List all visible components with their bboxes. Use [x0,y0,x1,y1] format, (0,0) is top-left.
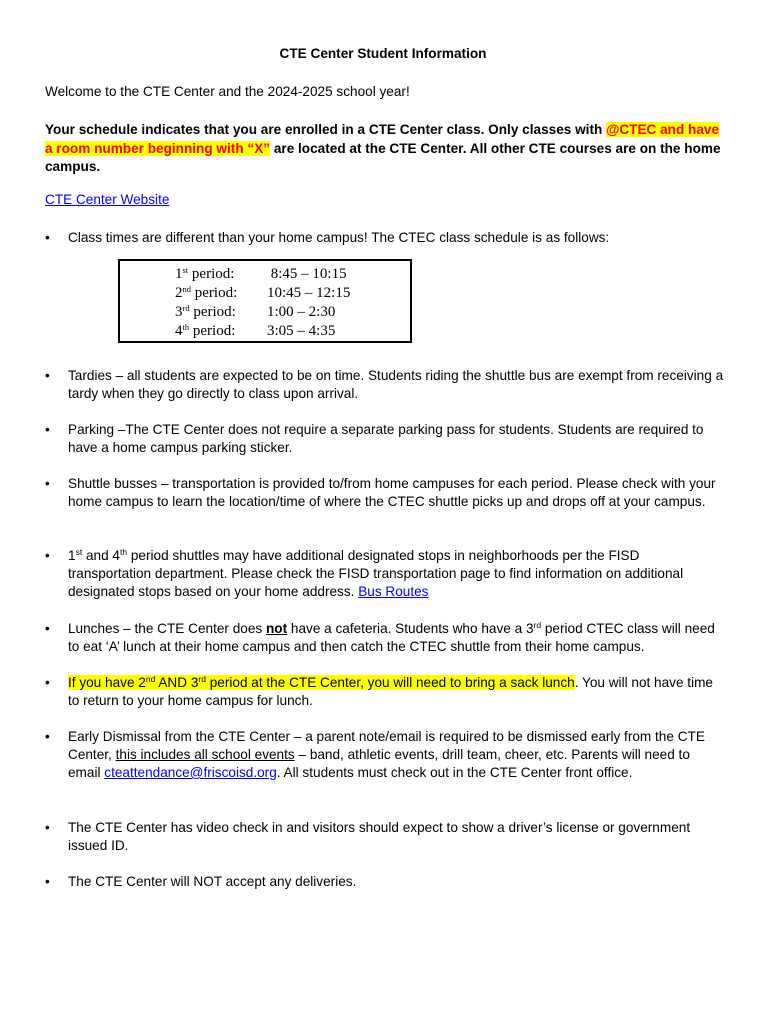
period-time: 10:45 – 12:15 [267,285,351,301]
bullet-icon: • [45,874,50,889]
bullet-lunches [45,620,725,656]
document-title: CTE Center Student Information [279,46,487,61]
period-time: 1:00 – 2:30 [267,304,336,320]
bullet-shuttle-stops [45,547,725,601]
bullet-video-check [45,819,725,855]
schedule-row [175,322,335,341]
schedule-note [45,121,725,177]
period-label [175,303,267,322]
period-number: 3 [175,304,183,320]
ordinal-number: 1 [68,548,76,563]
emphasis-not: not [265,621,288,636]
bullet-shuttle [45,475,725,511]
period-time: 3:05 – 4:35 [267,323,336,339]
text-fragment: If you have [68,675,139,690]
bullet-icon: • [45,729,50,744]
schedule-row [175,303,335,322]
text-fragment: Lunches – the CTE Center does [68,621,266,636]
text-fragment: – band, athletic events, drill team, cheer, etc. Parents will need to email [68,747,690,780]
period-label [175,265,267,284]
ordinal-number: 3 [190,675,199,690]
ordinal-suffix: nd [182,284,191,294]
text-fragment: . You will not have time to return to your home campus for lunch. [68,675,713,708]
schedule-note-part1: Your schedule indicates that you are enrolled in a CTE Center class. Only classes with [45,122,607,137]
bullet-icon: • [45,368,50,383]
period-word: period: [189,323,236,339]
bus-routes-link[interactable]: Bus Routes [358,584,429,599]
text-fragment: AND [155,675,191,690]
sack-lunch-highlight [68,675,575,690]
ordinal-suffix: st [182,265,189,275]
bullet-early-dismissal [45,728,725,782]
bullet-sack-lunch [45,674,725,710]
text-fragment: period shuttles may have additional designated stops in neighborhoods per the FISD transportation department. Please check the FISD transportation page to find information on additional designated stops based on your home address. [68,548,684,599]
shuttle-text: Shuttle busses – transportation is provided to/from home campuses for each period. Please check with your home campus to learn the location/time of where the CTEC shuttle picks up and drops off at your campus. [68,476,716,509]
ordinal-number: 3 [525,621,534,636]
bullet-icon: • [45,476,50,491]
attendance-email-link[interactable]: cteattendance@friscoisd.org [104,765,277,780]
early-dismissal-text [68,728,725,782]
period-number: 2 [175,285,183,301]
period-word: period: [189,304,236,320]
ordinal-suffix: rd [198,674,206,684]
bullet-parking [45,421,725,457]
text-fragment: Early Dismissal from the CTE Center – a parent note/email is required to be dismissed early from the CTE Center, [68,729,705,762]
period-label [175,322,267,341]
text-fragment: have a cafeteria. Students who have a [287,621,526,636]
period-label [175,284,267,303]
period-time: 8:45 – 10:15 [267,266,347,282]
bullet-icon: • [45,820,50,835]
bullet-icon: • [45,230,50,245]
shuttle-stops-text [68,547,725,601]
schedule-note-highlight: @CTEC and have a room number beginning with “X” [45,122,720,156]
bullet-tardies [45,367,725,403]
bullet-deliveries [45,873,725,891]
period-number: 1 [175,266,183,282]
text-fragment: and [82,548,113,563]
ordinal-suffix: th [119,547,128,557]
period-word: period: [188,266,235,282]
text-fragment: . All students must check out in the CTE Center front office. [276,765,633,780]
text-fragment: period at the CTE Center, you will need to bring a sack lunch [205,675,575,690]
period-number: 4 [175,323,183,339]
period-word: period: [191,285,238,301]
bullet-icon: • [45,422,50,437]
parking-text: Parking –The CTE Center does not require a separate parking pass for students. Students are required to have a home campus parking sticker. [68,422,704,455]
bullet-class-times [45,229,725,247]
sack-lunch-text [68,674,725,710]
ordinal-suffix: st [75,547,83,557]
deliveries-text: The CTE Center will NOT accept any deliveries. [68,874,357,889]
ordinal-number: 2 [138,675,146,690]
cte-center-website-link[interactable]: CTE Center Website [45,192,170,207]
schedule-row [175,284,350,303]
bullet-icon: • [45,621,50,636]
schedule-row [175,265,347,284]
ordinal-suffix: rd [533,620,542,630]
lunches-text [68,620,725,656]
school-events-underlined: this includes all school events [115,747,295,762]
ordinal-number: 4 [112,548,120,563]
ordinal-suffix: nd [145,674,156,684]
ordinal-suffix: th [182,322,190,332]
tardies-text: Tardies – all students are expected to be on time. Students riding the shuttle bus are exempt from receiving a tardy when they go directly to class upon arrival. [68,368,724,401]
bullet-icon: • [45,675,50,690]
bullet-icon: • [45,548,50,563]
ordinal-suffix: rd [182,303,190,313]
schedule-note-part2: are located at the CTE Center. All other CTE courses are on the home campus. [45,140,721,174]
video-check-text: The CTE Center has video check in and visitors should expect to show a driver’s license or government issued ID. [68,820,691,853]
text-fragment: period CTEC class will need to eat ‘A’ lunch at their home campus and then catch the CTEC shuttle from their home campus. [68,621,715,654]
class-times-text: Class times are different than your home campus! The CTEC class schedule is as follows: [68,230,610,245]
welcome-text: Welcome to the CTE Center and the 2024-2025 school year! [45,84,410,99]
class-schedule-box [118,259,412,343]
